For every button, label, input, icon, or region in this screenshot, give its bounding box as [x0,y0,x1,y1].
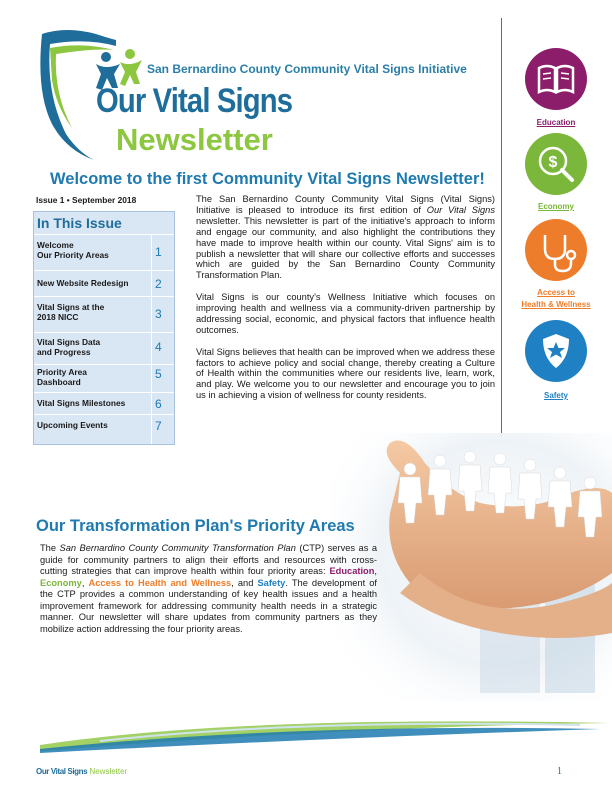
priority-text-1: The [40,543,60,553]
priority-sep-1: , [374,566,377,576]
toc-item-label: New Website Redesign [37,278,129,288]
intro-p1-b: newsletter. This newsletter is part of the initiative's approach to inform and engage our community, and also highlight the contributions they have made to improve health within our county. Vital Signs' aim is to publish a newsletter that will share our collective efforts and successes which are guided by the San Bernardino County Community Transformation Plan. [196,215,495,281]
education-link[interactable]: Education [536,118,576,127]
newsletter-subtitle: Newsletter [116,122,273,157]
area-education: Education [329,566,375,576]
intro-p1-em: Our Vital Signs [426,204,495,215]
access-link-line1[interactable]: Access to [537,288,575,297]
economy-badge [525,133,587,195]
welcome-heading: Welcome to the first Community Vital Signs Newsletter! [50,170,485,188]
access-badge [525,219,587,281]
toc-item[interactable] [34,270,174,297]
issue-date: Issue 1 • September 2018 [36,195,137,205]
intro-p1-a: The San Bernardino County Community Vital Signs (Vital Signs) Initiative is pleased to introduce its first edition of [196,194,495,215]
toc-item[interactable] [34,364,174,393]
safety-badge [525,320,587,382]
toc-item-label: Upcoming Events [37,420,108,430]
toc-item-label: Vital Signs at the 2018 NICC [37,302,105,322]
book-icon [525,48,587,110]
economy-link[interactable]: Economy [537,202,574,211]
org-name: San Bernardino County Community Vital Signs Initiative [147,62,467,76]
priority-text-2: (CTP) serves as a guide for community partners to align their efforts and resources with cross-cutting strategies that can improve health within four priority areas: [40,543,377,576]
footer-brand-sub: Newsletter [89,767,128,776]
toc-item-page: 3 [155,307,162,321]
svg-text:$: $ [548,154,558,171]
toc-item-label: Welcome Our Priority Areas [37,240,109,260]
priority-sep-2: , [81,577,89,588]
toc-item[interactable] [34,392,174,415]
toc-title: In This Issue [37,215,122,231]
area-economy: Economy [40,577,82,588]
column-divider [501,18,502,438]
stethoscope-icon [525,219,587,281]
education-badge [525,48,587,110]
toc-item[interactable] [34,296,174,333]
access-link-line2[interactable]: Health & Wellness [521,300,591,309]
intro-paragraph-1 [196,194,495,281]
intro-paragraph-3: Vital Signs believes that health can be improved when we address these factors to achieve policy and social change, thereby creating a Culture of Health within the communities where our residents live, learn, work, and play. We welcome you to our newsletter and encourage you to join us in achieving a vision of wellness for county residents. [196,346,495,401]
money-magnifier-icon [525,133,587,195]
ctp-title: San Bernardino County Community Transformation Plan [59,543,296,553]
toc-item[interactable] [34,332,174,365]
newsletter-title: Our Vital Signs [96,82,293,120]
toc-item-page: 7 [155,419,162,433]
footer-wave-graphic [40,705,610,755]
area-access: Access to Health and Wellness [88,577,232,588]
toc-item-page: 5 [155,367,162,381]
toc-item-page: 4 [155,340,162,354]
page-number: 1 [557,766,562,777]
toc-item[interactable] [34,234,174,271]
priority-areas-text [40,543,377,635]
priority-areas-heading: Our Transformation Plan's Priority Areas [36,517,355,535]
footer-brand [36,767,127,776]
toc-item-page: 6 [155,397,162,411]
toc-item-label: Priority Area Dashboard [37,367,87,387]
safety-link[interactable]: Safety [543,391,568,400]
toc-item-label: Vital Signs Milestones [37,398,126,408]
toc-item-page: 2 [155,277,162,291]
intro-text [196,194,495,412]
footer-brand-title: Our Vital Signs [36,767,88,776]
priority-sep-3: , and [231,577,258,588]
toc-item-label: Vital Signs Data and Progress [37,337,101,357]
toc-item[interactable] [34,414,174,445]
intro-paragraph-2: Vital Signs is our county's Wellness Initiative which focuses on improving health and wellness via a community-driven partnership by addressing social, economic, and physical factors that influence health outcomes. [196,292,495,335]
priority-text-3: . The development of the CTP provides a common understanding of key health issues and a health improvement framework for addressing community health needs in a strategic manner. Our newsletter will share updates from community partners as they mobilize action addressing the four priority areas. [40,577,377,634]
in-this-issue-box [33,211,175,445]
toc-item-page: 1 [155,245,162,259]
area-safety: Safety [257,577,286,588]
police-badge-icon [525,320,587,382]
